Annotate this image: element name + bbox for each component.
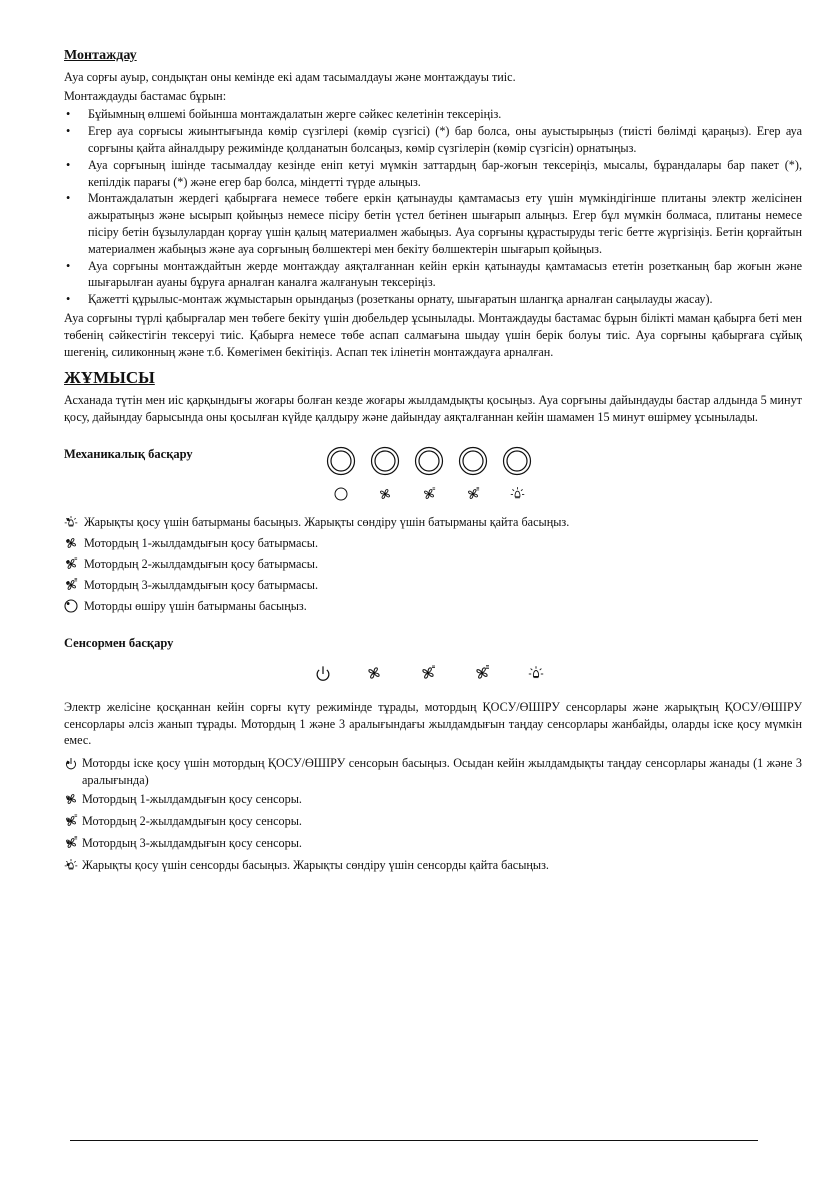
list-item: [64, 554, 802, 575]
list-item: [64, 575, 802, 596]
mechanical-control-panel: [64, 446, 802, 514]
montage-intro-before: Монтаждауды бастамас бұрын:: [64, 88, 227, 103]
mechanical-off-button: [326, 446, 356, 476]
list-item: • Монтаждалатын жердегі қабырғаға немесе төбеге еркін қатынауды қамтамасыз ету үшін мүмкіндігінше плитаны электр желісінен ажыратыңыз және ысырып қойыңыз немесе пісіру бетін үстел бетінен шығарып алыңыз. Егер бұл мүмкін болмаса, плитаны немесе пісіру бетін бұзылулардан қорғау үшін қалың материалмен жабыңыз. Ауа сорғыны құрастыруды тегіс бетте жүргізіңіз. Бетін қорғайтын материалмен жабыңыз және ауа сорғының бөлшектері мен бекіту бөлшектерін шығарып қойыңыз.: [64, 190, 802, 257]
power-icon: [314, 665, 334, 685]
fan-speed-1-icon: [64, 791, 82, 807]
off-circle-icon: [64, 598, 84, 614]
mechanical-legend: [64, 512, 802, 617]
list-item: [64, 813, 802, 833]
sensor-legend: [64, 755, 802, 877]
legend-text: • Мотордың 3-жылдамдығын қосу батырмасы.: [84, 577, 319, 592]
mechanical-speed-1-button: [370, 446, 400, 476]
operation-intro-paragraph: Асханада түтін мен иіс қарқындығы жоғары болған кезде жоғары жылдамдықты қосыңыз. Ауа сорғыны дайындауды бастар алдында 5 минут қосу, дайындау барысында оны қосылған күйде қалдыру және дайындау аяқталғаннан кейін шамамен 15 минут өшірмеу ұсынылады.: [64, 393, 802, 424]
list-item: • Ауа сорғыны монтаждайтын жерде монтаждау аяқталғаннан кейін еркін қатынауды қамтамасыз ететін розетканың бар жоғын және шығарылған ауаны бұруға арналған каналға жалғануын тексеріңіз.: [64, 258, 802, 292]
fan-speed-2-icon: [420, 665, 440, 685]
fan-speed-2-icon: [414, 486, 444, 502]
legend-text: • Жарықты қосу үшін батырманы басыңыз. Жарықты сөндіру үшін батырманы қайта басыңыз.: [84, 514, 570, 529]
sensor-control-heading: Сенсормен басқару: [64, 635, 174, 650]
fan-speed-1-icon: [366, 665, 386, 685]
legend-text: • Мотордың 3-жылдамдығын қосу сенсоры.: [82, 835, 302, 850]
fan-speed-2-icon: [64, 556, 84, 572]
list-item: • Қажетті құрылыс-монтаж жұмыстарын орындаңыз (розетканы орнату, шығаратын шлангқа арналған саңылауды жасау).: [64, 291, 802, 308]
list-item: [64, 512, 802, 533]
list-item: [64, 857, 802, 877]
list-item: • Ауа сорғының ішінде тасымалдау кезінде еніп кетуі мүмкін заттардың бар-жоғын тексеріңіз, мысалы, бұрандалары бар пакет (*), кепілдік парағы (*) және егер бар болса, міндетті түрде алыңыз.: [64, 157, 802, 191]
power-icon: [64, 756, 82, 772]
legend-text: • Мотордың 2-жылдамдығын қосу сенсоры.: [82, 813, 302, 828]
mechanical-speed-2-button: [414, 446, 444, 476]
document-page: [64, 48, 802, 877]
light-icon: [502, 486, 532, 502]
fan-speed-3-icon: [64, 577, 84, 593]
legend-text: • Мотордың 2-жылдамдығын қосу батырмасы.: [84, 556, 319, 571]
mechanical-buttons: [326, 446, 546, 512]
montage-intro-weight: Ауа сорғы ауыр, сондықтан оны кемінде екі адам тасымалдауы және монтаждауы тиіс.: [64, 69, 516, 84]
montage-closing-paragraph: Ауа сорғыны түрлі қабырғалар мен төбеге бекіту үшін дюбельдер ұсынылады. Монтаждауды бастамас бұрын білікті маман қабырға беті мен төбенің сәйкестігін тексеруі тиіс. Қабырға немесе төбе аспап салмағына шыдау үшін берік болуы тиіс. Ауа сорғыны қабырғаға сұйық шегенің, силиконның және т.б. Көмегімен бекітіңіз. Аспап тек ілінетін монтаждауға арналған.: [64, 310, 802, 359]
list-item: [64, 835, 802, 855]
legend-text: • Моторды іске қосу үшін мотордың ҚОСУ/ӨШІРУ сенсорын басыңыз. Осыдан кейін жылдамдықты таңдау сенсорлары жанады (1 және 3 аралығында): [82, 756, 802, 787]
fan-speed-2-icon: [64, 813, 82, 829]
fan-speed-3-icon: [64, 835, 82, 851]
light-icon: [528, 665, 548, 685]
legend-text: • Мотордың 1-жылдамдығын қосу сенсоры.: [82, 791, 302, 806]
montage-title: Монтаждау: [64, 48, 137, 63]
legend-text: • Жарықты қосу үшін сенсорды басыңыз. Жарықты сөндіру үшін сенсорды қайта басыңыз.: [82, 857, 549, 872]
footer-divider: [70, 1140, 758, 1141]
fan-speed-3-icon: [474, 665, 494, 685]
sensor-control-panel: [64, 635, 802, 683]
light-icon: [64, 514, 84, 530]
legend-text: • Мотордың 1-жылдамдығын қосу батырмасы.: [84, 535, 319, 550]
light-icon: [64, 857, 82, 873]
operation-title: ЖҰМЫСЫ: [64, 368, 155, 388]
list-item: • Егер ауа сорғысы жиынтығында көмір сүзгілері (көмір сүзгісі) (*) бар болса, оны ауыстырыңыз (тиісті бөлімді қараңыз). Егер ауа сорғыны қайта айналдыру режимінде қолданатын болсаңыз, көмір сүзгілерін (көмір сүзгісін) орнатыңыз.: [64, 123, 802, 157]
mechanical-speed-3-button: [458, 446, 488, 476]
sensor-buttons: [314, 665, 554, 685]
fan-speed-1-icon: [370, 486, 400, 502]
off-circle-icon: [326, 486, 356, 502]
sensor-description: Электр желісіне қосқаннан кейін сорғы күту режимінде тұрады, мотордың ҚОСУ/ӨШІРУ сенсорлары және жарықтың ҚОСУ/ӨШІРУ сенсорлары әлсіз жанып тұрады. Мотордың 1 және 3 аралығындағы жылдамдығын таңдау сенсорлары жанбайды, оларды іске қосу мүмкін емес.: [64, 699, 802, 748]
mechanical-light-button: [502, 446, 532, 476]
fan-speed-1-icon: [64, 535, 84, 551]
legend-text: • Моторды өшіру үшін батырманы басыңыз.: [84, 598, 307, 613]
list-item: • Бұйымның өлшемі бойынша монтаждалатын жерге сәйкес келетінін тексеріңіз.: [64, 106, 802, 123]
list-item: [64, 791, 802, 811]
fan-speed-3-icon: [458, 486, 488, 502]
list-item: [64, 755, 802, 789]
mechanical-control-heading: Механикалық басқару: [64, 446, 193, 461]
list-item: [64, 596, 802, 617]
list-item: [64, 533, 802, 554]
montage-checklist: [64, 106, 802, 308]
